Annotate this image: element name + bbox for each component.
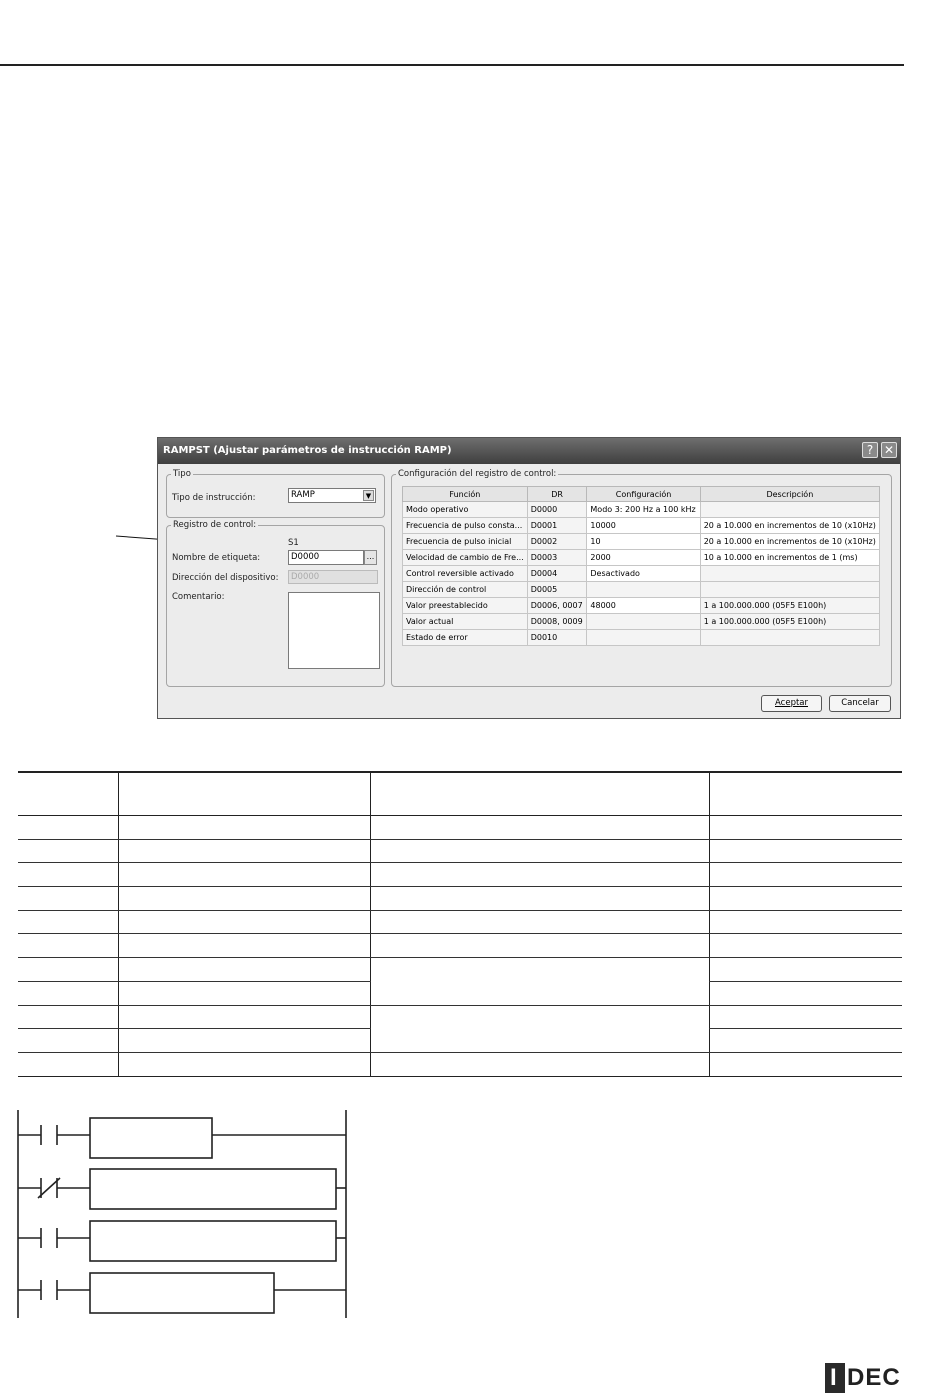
cell-funcion: Estado de error	[403, 630, 528, 646]
rung-1	[18, 1118, 346, 1158]
cell-dr: D0001	[527, 518, 587, 534]
cell-funcion: Modo operativo	[403, 502, 528, 518]
tipo-group-legend: Tipo	[173, 469, 191, 479]
direccion-label: Dirección del dispositivo:	[172, 573, 279, 583]
cell-configuracion[interactable]: Desactivado	[587, 566, 700, 582]
instruction-box	[90, 1273, 274, 1313]
nombre-label: Nombre de etiqueta:	[172, 553, 261, 563]
instruction-box	[90, 1169, 336, 1209]
help-button[interactable]: ?	[862, 442, 878, 458]
col-dr: DR	[527, 487, 587, 502]
logo-mark	[825, 1363, 845, 1393]
cell-dr: D0008, 0009	[527, 614, 587, 630]
browse-button[interactable]: ...	[364, 550, 377, 565]
cell-dr: D0000	[527, 502, 587, 518]
cell-configuracion[interactable]: 48000	[587, 598, 700, 614]
col-configuracion: Configuración	[587, 487, 700, 502]
cell-funcion: Valor preestablecido	[403, 598, 528, 614]
rung-3	[18, 1221, 346, 1261]
instruction-box	[90, 1118, 212, 1158]
cell-dr: D0010	[527, 630, 587, 646]
idec-logo	[825, 1363, 903, 1393]
cell-funcion: Frecuencia de pulso consta...	[403, 518, 528, 534]
rung-4	[18, 1273, 346, 1313]
dialog-title: RAMPST (Ajustar parámetros de instrucción RAMP)	[163, 445, 452, 456]
cell-funcion: Frecuencia de pulso inicial	[403, 534, 528, 550]
direccion-field: D0000	[288, 570, 378, 584]
cancel-button[interactable]: Cancelar	[829, 695, 891, 712]
registro-group-legend: Registro de control:	[173, 520, 257, 530]
close-button[interactable]: ✕	[881, 442, 897, 458]
cell-funcion: Velocidad de cambio de Fre...	[403, 550, 528, 566]
cell-descripcion: 20 a 10.000 en incrementos de 10 (x10Hz)	[700, 518, 879, 534]
cell-dr: D0005	[527, 582, 587, 598]
cell-dr: D0004	[527, 566, 587, 582]
ok-button-label: Aceptar	[775, 698, 808, 708]
cell-configuracion[interactable]: Modo 3: 200 Hz a 100 kHz	[587, 502, 700, 518]
nombre-field[interactable]: D0000	[288, 550, 364, 565]
col-funcion: Función	[403, 487, 528, 502]
tipo-label: Tipo de instrucción:	[172, 493, 256, 503]
s1-label: S1	[288, 538, 299, 548]
cell-funcion: Dirección de control	[403, 582, 528, 598]
cell-funcion: Valor actual	[403, 614, 528, 630]
instruction-box	[90, 1221, 336, 1261]
logo-letter: I	[830, 1364, 837, 1391]
cell-configuracion[interactable]: 10000	[587, 518, 700, 534]
tipo-select-value: RAMP	[291, 490, 315, 500]
logo-text: DEC	[847, 1364, 901, 1391]
cell-dr: D0003	[527, 550, 587, 566]
col-descripcion: Descripción	[700, 487, 879, 502]
cell-descripcion: 10 a 10.000 en incrementos de 1 (ms)	[700, 550, 879, 566]
config-group-legend: Configuración del registro de control:	[398, 469, 557, 479]
cell-configuracion[interactable]: 2000	[587, 550, 700, 566]
chevron-down-icon[interactable]: ▼	[363, 490, 374, 501]
cell-dr: D0002	[527, 534, 587, 550]
cell-descripcion: 20 a 10.000 en incrementos de 10 (x10Hz)	[700, 534, 879, 550]
cell-configuracion[interactable]: 10	[587, 534, 700, 550]
cell-funcion: Control reversible activado	[403, 566, 528, 582]
cell-descripcion: 1 a 100.000.000 (05F5 E100h)	[700, 598, 879, 614]
cell-descripcion: 1 a 100.000.000 (05F5 E100h)	[700, 614, 879, 630]
cell-dr: D0006, 0007	[527, 598, 587, 614]
comentario-label: Comentario:	[172, 592, 225, 602]
rung-2	[18, 1169, 346, 1209]
